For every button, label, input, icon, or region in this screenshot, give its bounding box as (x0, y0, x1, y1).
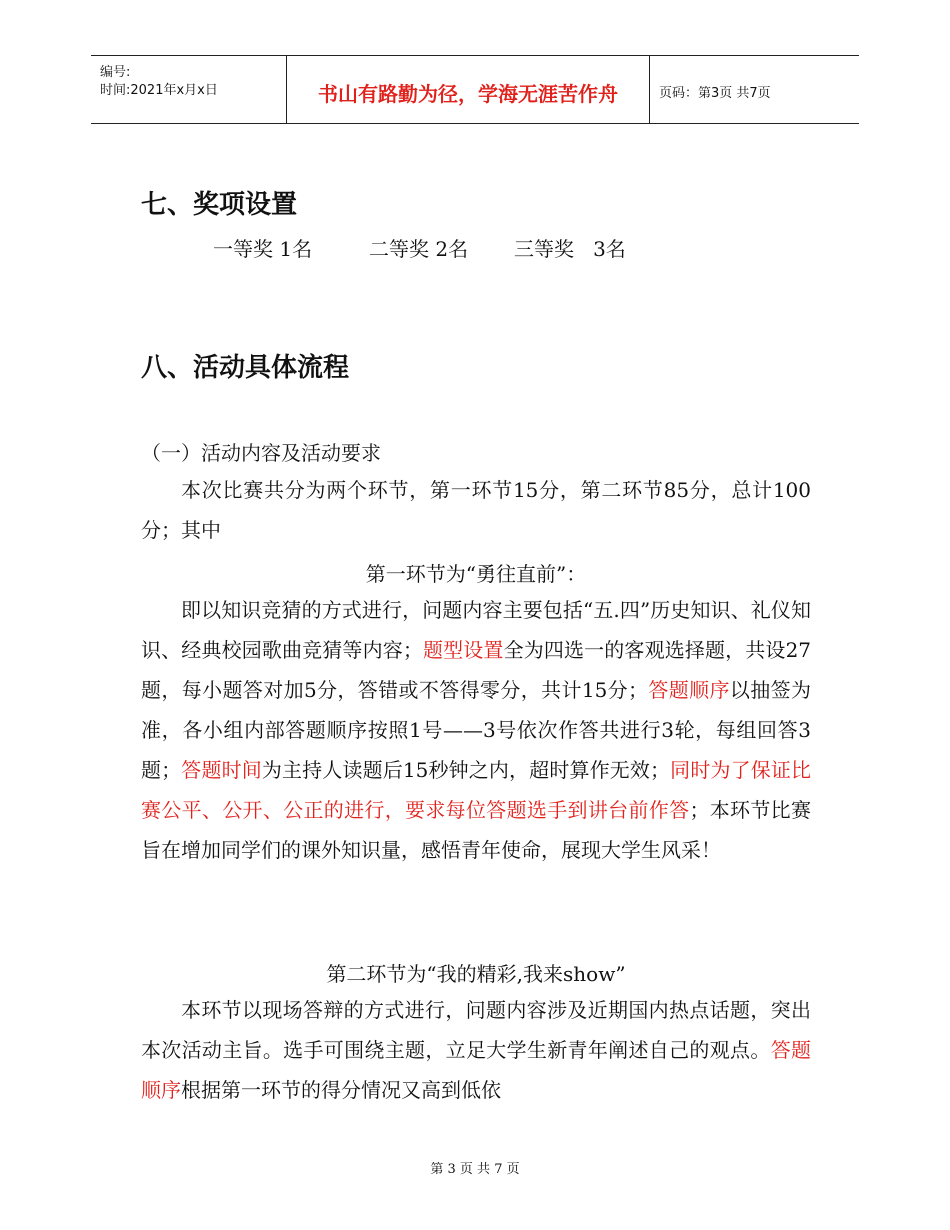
round2-text-1: 本环节以现场答辩的方式进行，问题内容涉及近期国内热点话题，突出本次活动主旨。选手可围绕主题，立足大学生新青年阐述自己的观点。 (141, 998, 811, 1062)
section-heading-process: 八、活动具体流程 (141, 353, 350, 383)
award-label: 一等奖 (213, 237, 273, 261)
page-header (91, 55, 859, 124)
round1-title: 第一环节为“勇往直前”： (365, 562, 587, 586)
round1-highlight-answer-order: 答题顺序 (648, 678, 730, 702)
header-motto-cell (287, 56, 650, 123)
award-item (514, 233, 626, 262)
round1-text-1: 即以知识竞猜的方式进行，问题内容主要包括“五.四”历史知识、礼仪知识、经典校园歌曲竞猜等内容； (141, 598, 811, 662)
subsection-heading: （一）活动内容及活动要求 (141, 441, 381, 465)
award-count: 3名 (593, 237, 626, 261)
round1-text-2: 全为四选一的客观选择题，共设27题，每小题答对加5分，答错或不答得零分，共计15分； (141, 638, 812, 702)
round1-paragraph (141, 590, 811, 870)
header-motto: 书山有路勤为径，学海无涯苦作舟 (318, 82, 618, 106)
award-label: 三等奖 (514, 237, 574, 261)
round2-paragraph (141, 990, 811, 1110)
round1-highlight-answer-time: 答题时间 (181, 758, 262, 782)
round2-highlight-answer-order: 答题顺序 (141, 1038, 811, 1102)
round1-text-3: 以抽签为准，各小组内部答题顺序按照1号——3号依次作答共进行3轮，每组回答3题； (141, 678, 812, 782)
page-footer: 第 3 页 共 7 页 (430, 1162, 520, 1177)
header-meta-cell (91, 56, 287, 123)
intro-paragraph: 本次比赛共分为两个环节，第一环节15分，第二环节85分，总计100分；其中 (141, 478, 811, 542)
award-item (213, 233, 312, 262)
award-count: 2名 (435, 237, 469, 261)
time-label: 时间:2021年x月x日 (100, 83, 218, 98)
round2-title: 第二环节为“我的精彩,我来show” (326, 962, 626, 986)
round1-highlight-question-type: 题型设置 (422, 638, 504, 662)
award-count: 1名 (279, 237, 313, 261)
serial-label: 编号: (100, 65, 131, 80)
award-label: 二等奖 (369, 237, 429, 261)
section-heading-awards: 七、奖项设置 (141, 190, 298, 220)
award-item (369, 233, 468, 262)
header-page-info: 页码：第3页 共7页 (659, 86, 771, 101)
round1-text-5: ；本环节比赛旨在增加同学们的课外知识量，感悟青年使命，展现大学生风采！ (141, 798, 811, 862)
round1-text-4: 为主持人读题后15秒钟之内，超时算作无效； (261, 758, 671, 782)
round1-highlight-fairness: 同时为了保证比赛公平、公开、公正的进行，要求每位答题选手到讲台前作答 (141, 758, 812, 822)
round2-text-2: 根据第一环节的得分情况又高到低依 (181, 1078, 501, 1102)
header-page-cell (650, 56, 859, 123)
